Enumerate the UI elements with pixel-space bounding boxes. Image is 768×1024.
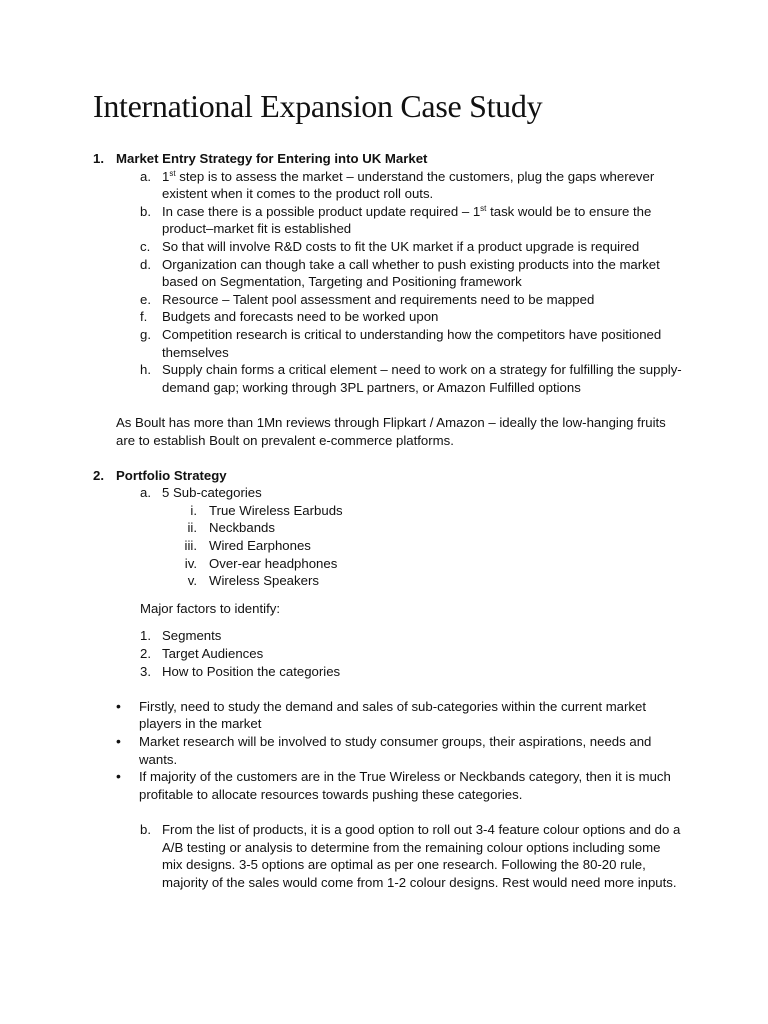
bullet-text: If majority of the customers are in the True Wireless or Neckbands category, then it is much profitable to allocate resources towards pushing these categories. <box>139 769 671 802</box>
list-item <box>0 203 768 238</box>
factor-text: How to Position the categories <box>162 663 341 679</box>
item-marker: d. <box>140 256 151 272</box>
item-text: From the list of products, it is a good option to roll out 3-4 feature colour options and do a A/B testing or analysis to determine from the remaining colour options including some mix designs. 3-5 options are optimal as per one research. Following the 80-20 rule, majority of the sales would come from 1-2 colour designs. Rest would need more inputs. <box>162 821 681 890</box>
roman-marker: iv. <box>184 555 197 571</box>
bullet-text: Market research will be involved to study consumer groups, their aspirations, needs and wants. <box>139 734 652 767</box>
factors-label-row <box>0 600 768 618</box>
list-item <box>0 291 768 309</box>
bullet-icon: • <box>116 733 121 749</box>
sub-item-text: Wired Earphones <box>209 538 311 554</box>
item-marker: b. <box>140 203 151 219</box>
factor-item <box>0 663 768 681</box>
item-text: Budgets and forecasts need to be worked upon <box>162 309 439 325</box>
item-text: Supply chain forms a critical element – need to work on a strategy for fulfilling the supply-demand gap; working through 3PL partners, or Amazon Fulfilled options <box>162 362 682 395</box>
sub-list-item <box>0 502 768 520</box>
section-1-heading <box>0 150 768 168</box>
factor-item <box>0 645 768 663</box>
factor-marker: 1. <box>140 628 151 644</box>
ordinal-superscript: st <box>480 203 487 213</box>
sub-item-text: Over-ear headphones <box>209 555 338 571</box>
item-text: So that will involve R&D costs to fit the UK market if a product upgrade is required <box>162 238 640 254</box>
document-body <box>0 150 768 891</box>
sub-item-text: True Wireless Earbuds <box>209 502 343 518</box>
bullet-item <box>0 698 768 733</box>
item-marker: h. <box>140 362 151 378</box>
item-text: Resource – Talent pool assessment and requirements need to be mapped <box>162 291 595 307</box>
roman-marker: i. <box>190 502 197 518</box>
roman-marker: ii. <box>187 520 197 536</box>
sub-list-item <box>0 519 768 537</box>
section-number: 2. <box>93 467 104 483</box>
item-marker: a. <box>140 485 151 501</box>
sub-item-text: Wireless Speakers <box>209 573 319 589</box>
item-marker: f. <box>140 309 148 325</box>
item-marker: e. <box>140 291 151 307</box>
factor-item <box>0 627 768 645</box>
bullet-text: Firstly, need to study the demand and sales of sub-categories within the current market players in the market <box>139 698 646 732</box>
section-2-heading <box>0 467 768 485</box>
section-heading: Portfolio Strategy <box>116 467 227 483</box>
factor-text: Target Audiences <box>162 646 264 662</box>
item-text: In case there is a possible product update required – 1st task would be to ensure the product–market fit is established <box>162 203 652 237</box>
item-marker: g. <box>140 326 151 342</box>
list-item <box>0 326 768 361</box>
roman-marker: iii. <box>184 538 197 554</box>
bullet-icon: • <box>116 768 121 785</box>
section-number: 1. <box>93 151 104 166</box>
roman-marker: v. <box>187 573 197 589</box>
list-item <box>0 361 768 396</box>
item-text: 1st step is to assess the market – understand the customers, plug the gaps wherever existent when it comes to the product roll outs. <box>162 168 655 202</box>
bullet-item <box>0 733 768 768</box>
paragraph <box>0 414 768 449</box>
item-marker: a. <box>140 168 151 184</box>
list-item <box>0 308 768 326</box>
factor-marker: 3. <box>140 663 151 679</box>
bullet-icon: • <box>116 697 121 714</box>
list-item <box>0 238 768 256</box>
paragraph-text: As Boult has more than 1Mn reviews through Flipkart / Amazon – ideally the low-hanging fruits are to establish Boult on prevalent e-commerce platforms. <box>116 414 666 448</box>
sub-list-item <box>0 572 768 590</box>
sub-item-text: Neckbands <box>209 520 275 536</box>
list-item <box>0 821 768 891</box>
factor-marker: 2. <box>140 646 151 662</box>
list-item <box>0 256 768 291</box>
factors-label: Major factors to identify: <box>140 600 280 616</box>
item-marker: c. <box>140 238 151 254</box>
sub-list-item <box>0 537 768 555</box>
sub-list-item <box>0 555 768 573</box>
ordinal-superscript: st <box>169 168 176 178</box>
item-text: 5 Sub-categories <box>162 485 262 501</box>
section-heading: Market Entry Strategy for Entering into UK Market <box>116 151 428 166</box>
item-text: Competition research is critical to understanding how the competitors have positioned themselves <box>162 326 662 360</box>
bullet-item <box>0 768 768 803</box>
item-marker: b. <box>140 821 151 837</box>
list-item <box>0 168 768 203</box>
list-item <box>0 484 768 502</box>
document-title: International Expansion Case Study <box>93 88 543 124</box>
item-text: Organization can though take a call whether to push existing products into the market based on Segmentation, Targeting and Positioning framework <box>162 256 660 290</box>
factor-text: Segments <box>162 628 222 644</box>
